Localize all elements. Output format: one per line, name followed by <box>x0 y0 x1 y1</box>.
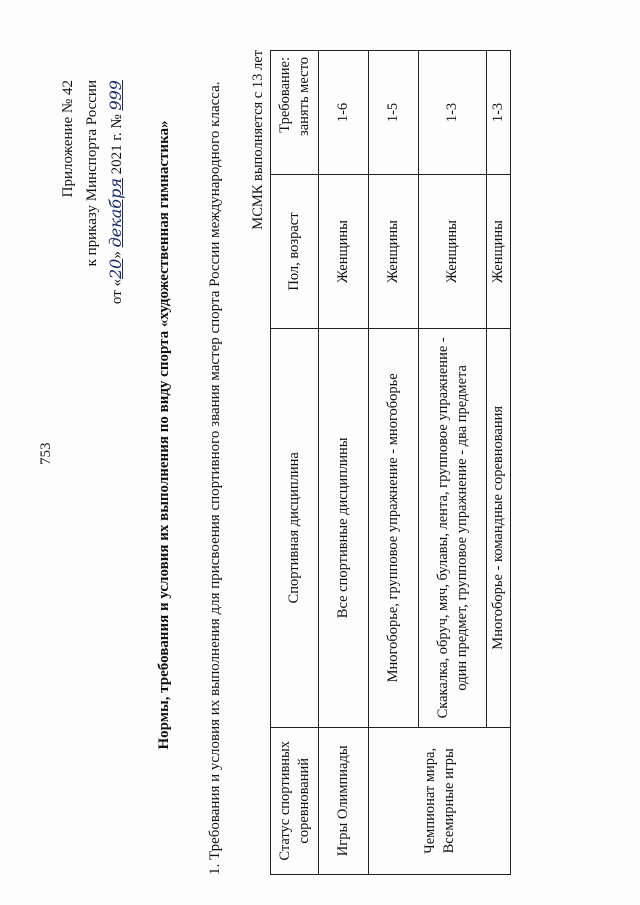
date-prefix: от « <box>109 279 125 305</box>
appendix-order: к приказу Минспорта России <box>84 80 100 267</box>
cell-discipline: Многоборье, групповое упражнение - многоборье <box>369 329 419 728</box>
cell-gender: Женщины <box>369 175 419 329</box>
cell-gender: Женщины <box>487 175 511 329</box>
cell-gender: Женщины <box>319 175 369 329</box>
table-row <box>369 51 419 875</box>
table-note: МСМК выполняется с 13 лет <box>250 50 266 230</box>
appendix-title: Приложение № 42 <box>60 80 76 198</box>
appendix-header <box>56 80 129 500</box>
intro-paragraph: 1. Требования и условия их выполнения для присвоения спортивного звания мастер спорта России международного класса. <box>207 81 223 875</box>
cell-discipline: Многоборье - командные соревнования <box>487 329 511 728</box>
cell-place: 1-3 <box>487 51 511 175</box>
date-year: 2021 г. № <box>109 114 125 175</box>
table-header-row <box>271 51 319 875</box>
header-status: Статус спортивных соревнований <box>271 727 319 874</box>
cell-discipline: Все спортивные дисциплины <box>319 329 369 728</box>
requirements-table <box>270 50 511 875</box>
header-discipline: Спортивная дисциплина <box>271 329 319 728</box>
cell-place: 1-5 <box>369 51 419 175</box>
date-mid: » <box>109 251 125 259</box>
cell-status: Игры Олимпиады <box>319 727 369 874</box>
cell-status: Чемпионат мира, Всемирные игры <box>369 727 511 874</box>
document-title: Нормы, требования и условия их выполнения по виду спорта «художественная гимнастика» <box>156 120 172 750</box>
table-row <box>319 51 369 875</box>
cell-place: 1-6 <box>319 51 369 175</box>
appendix-date-line <box>104 80 129 500</box>
handwritten-month: декабря <box>106 178 125 248</box>
cell-gender: Женщины <box>419 175 487 329</box>
cell-discipline: Скакалка, обруч, мяч, булавы, лента, групповое упражнение - один предмет, групповое упражнение - два предмета <box>419 329 487 728</box>
handwritten-day: 20 <box>106 258 125 279</box>
header-place: Требование: занять место <box>271 51 319 175</box>
page-number: 753 <box>38 442 54 465</box>
cell-place: 1-3 <box>419 51 487 175</box>
handwritten-number: 999 <box>106 80 125 111</box>
header-gender: Пол, возраст <box>271 175 319 329</box>
